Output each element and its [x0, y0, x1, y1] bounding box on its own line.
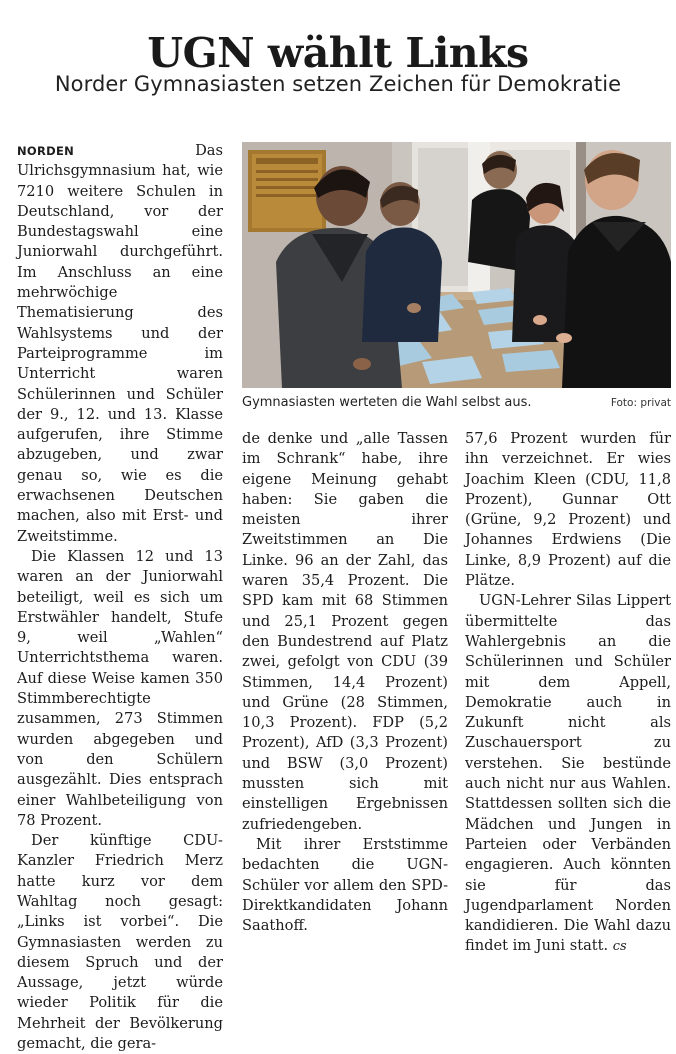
paragraph: Der künftige CDU-Kanzler Friedrich Merz hatte kurz vor dem Wahltag noch gesagt: „Links ist vorbei“. Die Gymnasiasten werden zu diesem Spruch und der Aussage, jetzt würde wieder Politik für die Mehrheit der Bevölkerung gemacht, die gera- — [17, 832, 223, 1053]
paragraph: 57,6 Prozent wurden für ihn verzeichnet. Er wies Joachim Kleen (CDU, 11,8 Prozent), Gunnar Ott (Grüne, 9,2 Prozent) und Johannes Erdwiens (Die Linke, 8,9 Prozent) auf die Plätze. — [465, 430, 671, 590]
author-initials: cs — [612, 939, 627, 955]
article-photo — [242, 142, 671, 388]
paragraph-text: Das Ulrichsgymnasium hat, wie 7210 weitere Schulen in Deutschland, vor der Bundestagswahl eine Juniorwahl durchgeführt. Im Anschluss an eine mehrwöchige Thematisierung des Wahlsystems und der Parteiprogramme im Unterricht waren Schülerinnen und Schüler der 9., 12. und 13. Klasse aufgerufen, ihre Stimme abzugeben, und zwar genau so, wie es die erwachsenen Deutschen machen, also mit Erst- und Zweitstimme. — [17, 142, 223, 545]
text-column-3 — [465, 429, 671, 958]
caption-text: Gymnasiasten werteten die Wahl selbst aus. — [242, 395, 532, 410]
paragraph — [17, 141, 223, 547]
paragraph: Mit ihrer Erststimme bedachten die UGN-Schüler vor allem den SPD-Direktkandidaten Johann Saathoff. — [242, 835, 448, 935]
dateline: NORDEN — [17, 144, 75, 158]
headline: UGN wählt Links — [147, 29, 529, 78]
paragraph — [465, 591, 671, 957]
text-column-2 — [242, 429, 448, 936]
paragraph: Die Klassen 12 und 13 waren an der Juniorwahl beteiligt, weil es sich um Erstwähler handelt, Stufe 9, weil „Wahlen“ Unterrichtsthema waren. Auf diese Weise kamen 350 Stimmberechtigte zusammen, 273 Stimmen wurden abgegeben und von den Schülern ausgezählt. Dies entsprach einer Wahlbeteiligung von 78 Prozent. — [17, 547, 223, 829]
subheadline: Norder Gymnasiasten setzen Zeichen für Demokratie — [54, 72, 622, 96]
paragraph-text: UGN-Lehrer Silas Lippert übermittelte das Wahlergebnis an die Schülerinnen und Schüler mit dem Appell, Demokratie auch in Zukunft nicht als Zuschauersport zu verstehen. Sie bestünde auch nicht nur aus Wahlen. Stattdessen sollten sich die Mädchen und Jungen in Parteien oder Verbänden engagieren. Auch könnten sie für das Jugendparlament Norden kandidieren. Die Wahl dazu findet im Juni statt. — [465, 592, 671, 955]
photo-students-counting-ballots — [242, 142, 671, 388]
photo-caption — [242, 393, 671, 415]
photo-credit: Foto: privat — [610, 397, 671, 409]
paragraph: de denke und „alle Tassen im Schrank“ habe, ihre eigene Meinung gehabt haben: Sie gaben die meisten ihrer Zweitstimmen an Die Linke. 96 an der Zahl, das waren 35,4 Prozent. Die SPD kam mit 68 Stimmen und 25,1 Prozent gegen den Bundestrend auf Platz zwei, gefolgt von CDU (39 Stimmen, 14,4 Prozent) und Grüne (28 Stimmen, 10,3 Prozent). FDP (5,2 Prozent), AfD (3,3 Prozent) und BSW (3,0 Prozent) mussten sich mit einstelligen Ergebnissen zufriedengeben. — [242, 430, 448, 833]
text-column-1 — [17, 141, 223, 1054]
